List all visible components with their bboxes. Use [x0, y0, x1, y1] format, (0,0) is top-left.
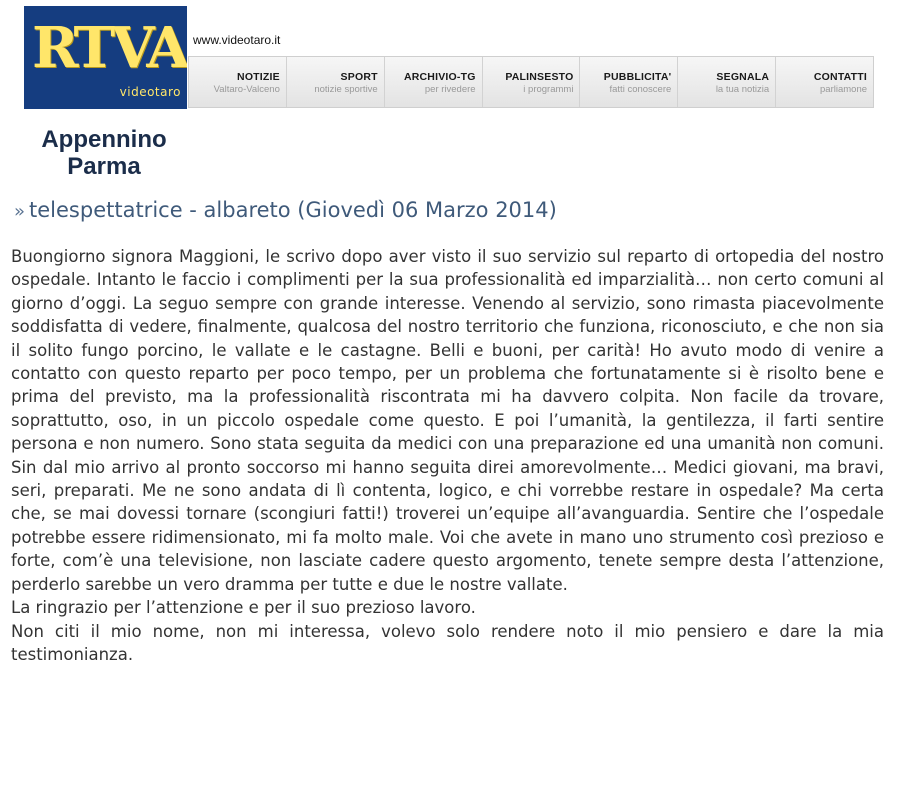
nav-item-title: NOTIZIE — [237, 71, 280, 83]
nav-item-sport[interactable] — [287, 57, 385, 107]
logo-subtitle: videotaro — [119, 85, 181, 99]
nav-item-contatti[interactable] — [776, 57, 873, 107]
nav-item-subtitle: parliamone — [820, 84, 868, 95]
nav-item-subtitle: Valtaro-Valceno — [213, 84, 280, 95]
region-line-2: Parma — [67, 153, 141, 180]
nav-item-segnala[interactable] — [678, 57, 776, 107]
nav-item-title: PUBBLICITA' — [603, 71, 672, 83]
nav-item-palinsesto[interactable] — [483, 57, 581, 107]
nav-item-subtitle: fatti conoscere — [609, 84, 672, 95]
chevron-right-icon: » — [14, 201, 26, 222]
nav-item-title: ARCHIVIO-TG — [403, 71, 476, 83]
site-url: www.videotaro.it — [193, 33, 281, 47]
article-paragraph-1: Buongiorno signora Maggioni, le scrivo dopo aver visto il suo servizio sul reparto di ortopedia del nostro ospedale. Intanto le faccio i complimenti per la sua professionalità ed imparzialità… non certo comuni al giorno d’oggi. La seguo sempre con grande interesse. Venendo al servizio, sono rimasta piacevolmente soddisfatta di vedere, finalmente, qualcosa del nostro territorio che funziona, riconosciuto, e che non sia il solito fungo porcino, le vallate e le castagne. Belli e buoni, per carità! Ho avuto modo di venire a contatto con questo reparto per poco tempo, per un problema che fortunatamente si è risolto bene e prima del previsto, ma la professionalità riscontrata mi ha davvero colpita. Non facile da trovare, soprattutto, oso, in un piccolo ospedale come questo. E poi l’umanità, la gentilezza, il farti sentire persona e non numero. Sono stata seguita da medici con una preparazione ed una umanità non comuni. Sin dal mio arrivo al pronto soccorso mi hanno seguita direi amorevolmente… Medici giovani, ma bravi, seri, preparati. Me ne sono andata di lì contenta, logico, e chi vorrebbe restare in ospedale? Ma certa che, se mai dovessi tornare (scongiuri fatti!) troverei un’equipe all’avanguardia. Sentire che l’ospedale potrebbe essere ridimensionato, mi fa molto male. Voi che avete in mano uno strumento così prezioso e forte, com’è una televisione, non lasciate cadere questo argomento, tenete sempre desta l’attenzione, perderlo sarebbe un vero dramma per tutte e due le nostre vallate. — [11, 247, 884, 594]
logo-letters: RTVA — [32, 15, 186, 81]
headline-text: telespettatrice - albareto (Giovedì 06 Marzo 2014) — [29, 198, 557, 222]
nav-item-subtitle: per rivedere — [424, 84, 476, 95]
nav-item-title: PALINSESTO — [505, 71, 574, 83]
article-headline — [14, 198, 557, 222]
site-logo[interactable] — [24, 6, 187, 109]
nav-item-subtitle: notizie sportive — [314, 84, 378, 95]
nav-item-title: CONTATTI — [813, 71, 868, 83]
article-paragraph-2: La ringrazio per l’attenzione e per il suo prezioso lavoro. — [11, 598, 476, 618]
article-body — [11, 245, 884, 666]
nav-item-title: SEGNALA — [716, 71, 770, 83]
region-title — [24, 126, 184, 180]
main-nav — [188, 56, 874, 108]
nav-item-notizie[interactable] — [189, 57, 287, 107]
nav-item-pubblicita[interactable] — [580, 57, 678, 107]
nav-item-archivio-tg[interactable] — [385, 57, 483, 107]
nav-item-title: SPORT — [340, 71, 378, 83]
article-paragraph-3: Non citi il mio nome, non mi interessa, volevo solo rendere noto il mio pensiero e dare la mia testimonianza. — [11, 621, 884, 664]
nav-item-subtitle: la tua notizia — [715, 84, 770, 95]
nav-item-subtitle: i programmi — [523, 84, 574, 95]
region-line-1: Appennino — [41, 126, 167, 153]
